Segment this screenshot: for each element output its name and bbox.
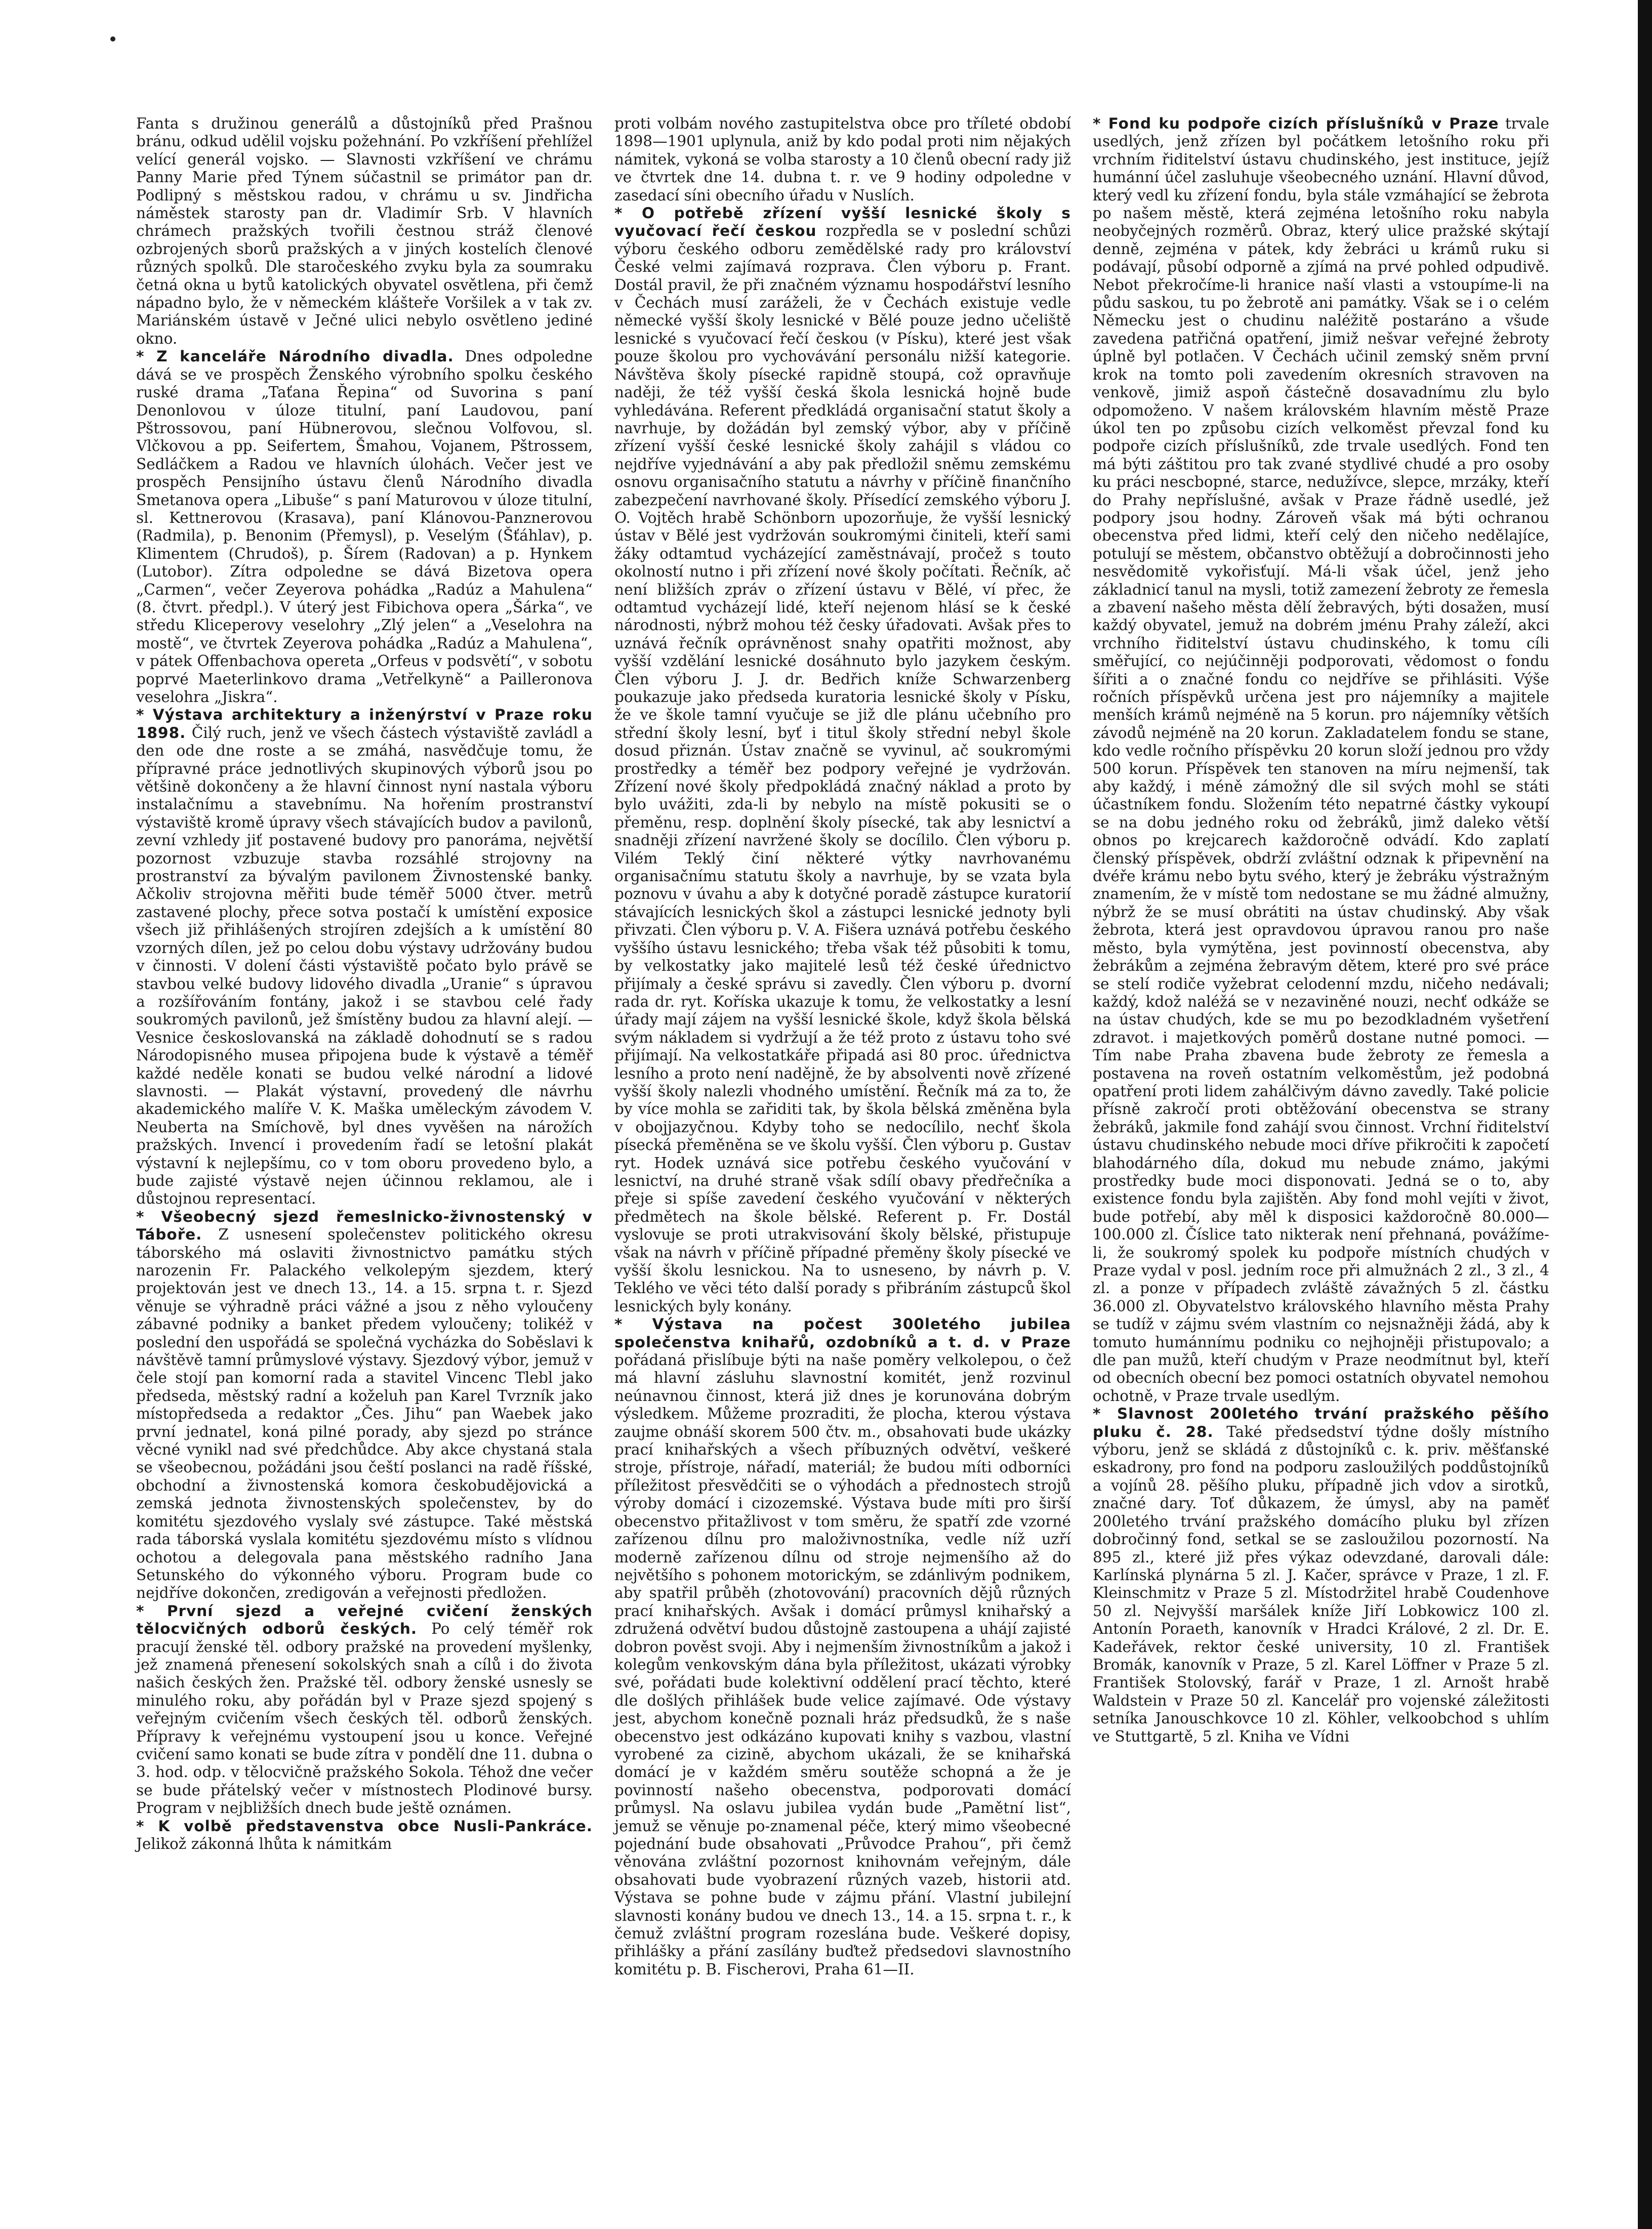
column-2 <box>607 109 1078 2189</box>
article-text: trvale usedlých, jenž zřízen byl počátkem letošního roku při vrchním řiditelství ústavu chudinského, jest instituce, jejíž humánní účel zasluhuje všeobecného uznání. Hlavní důvod, který vedl ku zřízení fondu, byla stále vzmáhající se žebrota po našem městě, která zejména letošního roku nabyla neobyčejných rozměrů. Obraz, který ulice pražské skýtají denně, zejména v pátek, kdy žebráci u krámů ruku si podávají, působí odporně a zjímá na prvé pohled odpudivě. Nebot překročíme-li hranice naší vlasti a vstoupíme-li na půdu saskou, tu po žebrotě ani památky. Však se i o celém Německu jest o chudinu naléžitě postaráno a všude zavedena patřičná opatření, jimiž nešvar veřejné žebroty úplně byl potlačen. V Čechách učinil zemský sněm první krok na tomto poli zavedením okresních stravoven na venkově, jimiž aspoň částečně dosavadnímu zlu bylo odpomoženo. V našem královském hlavním městě Praze úkol ten po způsobu cizích velkoměst převzal fond ku podpoře cizích příslušníků, zde trvale usedlých. Fond ten má býti záštitou pro tak zvané stydlivé chudé a pro osoby ku práci nescbopné, starce, nedužívce, slepce, mrzáky, kteří do Prahy nepříslušné, avšak v Praze řádně usedlé, jež podpory jsou hodny. Zároveň však má býti ochranou obecenstva před lidmi, kteří celý den ničeho nedělajíce, potulují se městem, občanstvo obtěžují a dobročinnosti jeho nesvědomitě vykořisťují. Má-li však účel, jenž jeho základnicí tanul na mysli, totiž zamezení žebroty ze řemesla a zbavení našeho města dělí žebravých, býti dosažen, musí každý obyvatel, jemuž na dobrém jménu Prahy záleží, akci vrchního řiditelství ústavu chudinského, k tomu cíli směřující, co nejúčinněji podporovati, vědomost o fondu šířiti a o značné fondu co nejdříve se přihlásiti. Výše ročních příspěvků určena jest pro nájemníky a majitele menších krámů nejméně na 5 korun. pro nájemníky větších závodů nejméně na 20 korun. Zakladatelem fondu se stane, kdo vedle ročního příspěvku 20 korun složí jednou pro vždy 500 korun. Příspěvek ten stanoven na míru nejmenší, tak aby každý, i méně zámožný dle sil svých mohl se státi účastníkem fondu. Složením této nepatrné částky vykoupí se na dobu jedného roku od žebráků, jimž daleko větší obnos po krejcarech každoročně odvádí. Kdo zaplatí členský příspěvek, obdrží zvláštní odznak k připevnění na dvéře krámu nebo bytu svého, který je žebráku výstražným znamením, že v místě tom nedostane se mu žádné almužny, nýbrž že se musí obrátiti na ústav chudinský. Aby však žebrota, která jest opravdovou úpravou ranou pro naše město, byla vymýtěna, jest povinností obecenstva, aby žebrákům a zejména žebravým dětem, které pro své práce se stelí rodiče vyžebrat celodenní mzdu, ničeho nedávali; každý, kdož naléžá se v nezaviněné nouzi, nechť odkáže se na ústav chudých, kde se mu po bezodkladném vyšetření zdravot. i majetkových poměrů dostane nutné pomoci. — Tím nabe Praha zbavena bude žebroty ze řemesla a postavena na roveň ostatním velkoměstům, jež podobná opatření proti lidem zahálčivým dávno zavedly. Také policie přísně zakročí proti obtěžování obecenstva se strany žebráků, jakmile fond zahájí svou činnost. Vrchní řiditelství ústavu chudinského nebude moci dříve přikročiti k započetí blahodárného díla, dokud mu nebude známo, jakými prostředky bude moci disponovati. Jedná se o to, aby existence fondu byla zajištěn. Aby fond mohl vejíti v život, bude potřebí, aby měl k disposici každoročně 80.000—100.000 zl. Číslice tato nikterak není přehnaná, povážíme-li, že soukromý spolek ku podpoře místních chudých v Praze vydal v posl. jedním roce při almužnách 2 zl., 3 zl., 4 zl. a ponze v případech zvláště závažných 5 zl. částku 36.000 zl. Obyvatelstvo královského hlavního města Prahy se tudíž v zájmu svém vlastním co nejsnažněji žádá, aby k tomuto humánnímu podniku co nejhojněji přistupovalo; a dle pan mužů, kteří chudým v Praze neodmítnut byl, kteří od obecních obecní bez pomoci ostatních obyvatel nemohou ochotně, v Praze trvale usedlým. <box>1093 115 1549 1405</box>
article-text: Dnes odpoledne dává se ve prospěch Ženského výrobního spolku českého ruské drama „Taťana Řepina“ od Suvorina s paní Denonlovou v úloze titulní, paní Laudovou, paní Pštrossovou, paní Hübnerovou, slečnou Volfovou, sl. Vlčkovou a pp. Seifertem, Šmahou, Vojanem, Pštrossem, Sedláčkem a Radou ve hlavních úlohách. Večer jest ve prospěch Pensijního ústavu členů Národního divadla Smetanova opera „Libuše“ s paní Maturovou v úloze titulní, sl. Kettnerovou (Krasava), paní Klánovou-Panznerovou (Radmila), p. Benonim (Přemysl), p. Veselým (Šťáhlav), p. Klimentem (Chrudoš), p. Šírem (Radovan) a p. Hynkem (Lutobor). Zítra odpoledne se dává Bizetova opera „Carmen“, večer Zeyerova pohádka „Radúz a Mahulena“ (8. čtvrt. předpl.). V úterý jest Fibichova opera „Šárka“, ve středu Kliceperovy veselohry „Zlý jelen“ a „Veselohra na mostě“, ve čtvrtek Zeyerova pohádka „Radúz a Mahulena“, v pátek Offenbachova opereta „Orfeus v podsvětí“, v sobotu poprvé Maeterlinkovo drama „Vetřelkyně“ a Pailleronova veselohra „Jiskra“. <box>136 348 593 706</box>
article-headline: * Všeobecný sjezd řemeslnicko-živnostenský v Táboře. <box>136 1208 593 1244</box>
article-headline: * Slavnost 200letého trvání pražského pěšího pluku č. 28. <box>1093 1405 1549 1440</box>
column-3 <box>1086 109 1556 2189</box>
article-paragraph <box>136 1208 593 1602</box>
article-headline: * O potřebě zřízení vyšší lesnické školy s vyučovací řečí českou <box>614 204 1071 240</box>
scan-speck <box>110 36 115 42</box>
article-headline: * Výstava na počest 300letého jubilea společenstva knihařů, ozdobníků a t. d. v Praze <box>614 1315 1071 1351</box>
article-paragraph <box>136 1602 593 1818</box>
article-text: pořádaná přislíbuje býti na naše poměry velkolepou, o čež má hlavní zásluhu slavnostní komitét, jenž rozvinul neúnavnou činnost, která již dnes je korunována dobrým výsledkem. Můžeme prozraditi, že plocha, kterou výstava zaujme obnáší skorem 500 čtv. m., obsahovati bude ukázky prací knihařských a všech příbuzných odvětví, veškeré stroje, přístroje, nářadí, materiál; že budou míti odborníci příležitost přesvědčiti se o výhodách a přednostech strojů výroby domácí i cizozemské. Výstava bude míti pro širší obecenstvo přitažlivost v tom směru, že spatří zde vzorné zařízenou dílnu pro maloživnostníka, vedle níž uzří moderně zařízenou dílnu od stroje nejmenšího až do největšího s pohonem motorickým, se zdánlivým podnikem, aby spatřil průběh (zhotovování) pracovních dějů různých prací knihařských. Avšak i domácí průmysl knihařský a združená odvětví budou důstojně zastoupena a uhájí zajisté dobron pověst svoji. Aby i nejmenším živnostníkům a jakož i kolegům venkovským dána byla příležitost, ukázati výrobky své, pořádati bude kolektivní oddělení prací těchto, které dle došlých přihlášek bude velice zajímavé. Ode výstavy jest, abychom konečně poznali hráz předsudků, že s naše obecenstvo jest odkázáno kupovati knihy s vazbou, vlastní vyrobené za cizině, abychom ukázali, že se knihařská domácí je v každém směru soutěže schopná a že je povinností našeho obecenstva, podporovati domácí průmysl. Na oslavu jubilea vydán bude „Pamětní list“, jemuž se věnuje po-znamenal péče, který mimo všeobecné pojednání bude obsahovati „Průvodce Prahou“, při čemž věnována zvláštní pozornost knihovnám veřejným, dále obsahovati bude vyobrazení různých vazeb, historii atd. Výstava se pohne bude v zájmu přání. Vlastní jubilejní slavnosti konány budou ve dnech 13., 14. a 15. srpna t. r., k čemuž zvláštní program rozeslána bude. Veškeré dopisy, přihlášky a přání zasílány buďtež předsedovi slavnostního komitétu p. B. Fischerovi, Praha 61—II. <box>614 1351 1071 1978</box>
article-text: rozpředla se v poslední schůzi výboru českého odboru zemědělské rady pro království České velmi zajímavá rozprava. Člen výboru p. Frant. Dostál pravil, že při značném významu hospodářství lesního v Čechách musí zaráželi, že v Čechách existuje vedle německé vyšší školy lesnické v Bělé pouze jedno učeliště lesnické s vyučovací řečí českou (v Písku), které jest však pouze školou pro vychovávání personálu nižší kategorie. Návštěva školy písecké rapidně stoupá, což opravňuje naději, že též vyšší česká škola lesnická hojně bude vyhledávána. Referent předkládá organisační statut školy a navrhuje, by dožádán byl zemský výbor, aby v příčině zřízení vyšší české lesnické školy zahájil s vládou co nejdříve vyjednávání a aby pak předložil sněmu zemskému osnovu organisačního statutu a návrhy v příčině finančního zabezpečení navrhované školy. Přísedící zemského výboru J. O. Vojtěch hrabě Schönborn upozorňuje, že vyšší lesnický ústav v Bělé jest vydržován soukromými činiteli, kteří sami žáky odtamtud vycházející zaměstnávají, pročež s touto okolností nutno i při zřízení nové školy počítati. Řečník, ač není bližších zpráv o zřízení ústavu v Bělé, ví přec, že odtamtud vycházejí lidé, kteří nejenom hlásí se k české národnosti, nýbrž mohou též česky úřadovati. Avšak přes to uznává řečník oprávněnost snahy opatřiti možnost, aby vyšší vzdělání lesnické dosáhnuto bylo jazykem českým. Člen výboru J. J. dr. Bedřich kníže Schwarzenberg poukazuje jako předseda kuratoria lesnické školy v Písku, že ve škole tamní vyučuje se již dle plánu učebního pro střední školy lesní, byť i titul školy střední nebyl škole dosud přiznán. Ústav značně se vyvinul, ač soukromými prostředky a téměř bez podpory veřejné je vydržován. Zřízení nové školy předpokládá značný náklad a proto by bylo uvážiti, zda-li by nebylo na místě pokusiti se o přeměnu, resp. doplnění školy písecké, tak aby lesnictví a snadněji zřízení navržené školy se docílilo. Člen výboru p. Vilém Teklý činí některé výtky navrhovanému organisačnímu statutu školy a navrhuje, by se vzata byla poznovu v úvahu a aby k dotyčné poradě zástupce kuratorií stávajících lesnických škol a zástupci lesnické jednoty byli přivzati. Člen výboru p. V. A. Fišera uznává potřebu českého vyššího ústavu lesnického; třeba však též působiti k tomu, by velkostatky jako majitelé lesů též české úřednictvo přijímaly a české správu si zavedly. Člen výboru p. dvorní rada dr. ryt. Koříska ukazuje k tomu, že velkostatky a lesní úřady mají zájem na vyšší lesnické škole, když škola bělská svým nákladem si vydržují a že též proto z ústavu toho své přijímají. Na velkostatkáře připadá asi 80 proc. úřednictva lesního a proto není nadějně, že by absolventi nově zřízené vyšší školy nalezli vhodného umístění. Řečník má za to, že by více mohla se zařiditi tak, by škola bělská změněna byla v obojjazyčnou. Kdyby toho se nedocílilo, nechť škola písecká přeměněna se ve školu vyšší. Člen výboru p. Gustav ryt. Hodek uznává sice potřebu českého vyučování v lesnictví, na druhé straně však sdílí obavy předřečníka a přeje si spíše zavedení českého vyučování v některých předmětech na škole bělské. Referent p. Fr. Dostál vyslovuje se proti utrakvisování školy bělské, přistupuje však na návrh v příčině případné přeměny školy písecké ve vyšší školu lesnickou. Na to usneseno, by návrh p. V. Teklého ve věci této další porady s přibráním zástupců škol lesnických byly konány. <box>614 222 1071 1315</box>
scan-edge-shadow <box>1638 0 1652 2229</box>
article-text: Fanta s družinou generálů a důstojníků před Prašnou bránu, odkud udělil vojsku požehnání. Po vzkříšení přehlížel velící generál vojsko. — Slavnosti vzkříšení ve chrámu Panny Marie před Týnem súčastnil se primátor pan dr. Podlipný s městskou radou, v chrámu u sv. Jindřicha náměstek starosty pan dr. Vladimír Srb. V hlavních chrámech pražských tvořili čestnou stráž členové ozbrojených sborů pražských a v jiných kostelích členové různých spolků. Dle staročeského zvyku byla za soumraku četná okna u bytů katolických obyvatel osvětlena, při čemž nápadno bylo, že v německém klášteře Voršilek a v tak zv. Mariánském ústavě v Ječné ulici nebylo osvětleno jediné okno. <box>136 115 593 347</box>
article-paragraph <box>136 348 593 706</box>
article-paragraph <box>1093 1405 1549 1746</box>
article-paragraph <box>136 706 593 1208</box>
article-headline: * První sjezd a veřejné cvičení ženských tělocvičných odborů českých. <box>136 1602 593 1638</box>
article-paragraph <box>1093 115 1549 1405</box>
article-text: Z usnesení společenstev politického okresu táborského má oslaviti živnostnictvo památku stých narozenin Fr. Palackého velkolepým sjezdem, který projektován jest ve dnech 13., 14. a 15. srpna t. r. Sjezd věnuje se výhradně práci vážné a jsou z něho vyloučeny zábavné podniky a banket předem vyloučeny; tolikéž v poslední den uspořádá se společná vycházka do Soběslavi k návštěvě tamní průmyslové výstavy. Sjezdový výbor, jemuž v čele stojí pan komorní rada a stavitel Vincenc Tlebl jako předseda, městský radní a koželuh pan Karel Tvrzník jako místopředseda a redaktor „Čes. Jihu“ pan Waebek jako první jednatel, koná pilné porady, aby sjezd po stránce věcné vynikl nad své předchůdce. Aby akce chystaná stala se všeobecnou, požádáni jsou čeští poslanci na radě říšské, obchodní a živnostenská komora českobudějovická a zemská jednota živnostenských společenstev, by do komitétu sjezdového vyslaly své zástupce. Také městská rada táborská vyslala komitétu sjezdovému místo s vlídnou ochotou a delegovala pana městského radního Jana Setunského do výkonného výboru. Program bude co nejdříve dokončen, zredigován a veřejnosti předložen. <box>136 1226 593 1602</box>
article-text: Čilý ruch, jenž ve všech částech výstaviště zavládl a den ode dne roste a se zmáhá, nasvědčuje tomu, že přípravné práce jednotlivých skupinových výborů jsou po většině dokončeny a že hlavní činnost nyní nastala výboru instalačnímu a stavebnímu. Na hořením prostranství výstaviště kromě úpravy všech stávajících budov a pavilonů, zevní vzhledy jiť postavené budovy pro panoráma, největší pozornost vzbuzuje stavba rozsáhlé strojovny na prostranství za bývalým pavilonem Živnostenské banky. Ačkoliv strojovna měřiti bude téměř 5000 čtver. metrů zastavené plochy, přece sotva postačí k umístění exposice všech již přihlášených strojíren zdejších a k umístění 80 vzorných dílen, jež po celou dobu výstavy udržovány budou v činnosti. V dolení části výstaviště počato bylo právě se stavbou velké budovy lidového divadla „Uranie“ s úpravou a rozšířováním fontány, jakož i se stavbou celé řady soukromých pavilonů, jež šmístěny budou za hlavní alejí. — Vesnice českoslovanská na základě dohodnutí se s radou Národopisného musea připojena bude k výstavě a téměř každé neděle konati se budou velké národní a lidové slavnosti. — Plakát výstavní, provedený dle návrhu akademického malíře V. K. Maška uměleckým závodem V. Neuberta na Smíchově, byl dnes vyvěšen na nárožích pražských. Invencí i provedením řadí se letošní plakát výstavní k nejlepšímu, co v tom oboru provedeno bylo, a bude zajisté výstavě nejen účinnou reklamou, ale i důstojnou representací. <box>136 724 593 1208</box>
article-text: Také předsedství týdne došly místního výboru, jenž se skládá z důstojníků c. k. priv. měšťanské eskadrony, pro fond na podporu zasloužilých poddůstojníků a vojínů 28. pěšího pluku, případně jich vdov a sirotků, značné dary. Toť důkazem, že úmysl, aby na paměť 200letého trvání pražského domácího pluku byl zřízen dobročinný fond, setkal se se zasloužilou pozorností. Na 895 zl., které již přes výkaz odevzdané, darovali dále: Karlínská plynárna 5 zl. J. Kačer, správce v Praze, 1 zl. F. Kleinschmitz v Praze 5 zl. Místodržitel hrabě Coudenhove 50 zl. Nejvyšší maršálek kníže Jiří Lobkowicz 100 zl. Antonín Poraeth, kanovník v Hradci Králové, 2 zl. Dr. E. Kadeřávek, rektor české university, 10 zl. František Bromák, kanovník v Praze, 5 zl. Karel Löffner v Praze 5 zl. František Stolovský, farář v Praze, 1 zl. Arnošt hrabě Waldstein v Praze 50 zl. Kancelář pro vojenské záležitosti setníka Janouschkovce 10 zl. Köhler, velkoobchod s uhlím ve Stuttgartě, 5 zl. Kniha ve Vídni <box>1093 1423 1549 1745</box>
article-paragraph <box>614 204 1071 1315</box>
article-paragraph <box>614 1315 1071 1978</box>
column-1 <box>129 109 600 2189</box>
article-headline: * Fond ku podpoře cizích příslušníků v Praze <box>1093 115 1499 132</box>
article-headline: * Z kanceláře Národního divadla. <box>136 348 454 365</box>
article-headline: * K volbě představenstva obce Nusli-Pankráce. <box>136 1817 593 1835</box>
article-text: proti volbám nového zastupitelstva obce pro tříleté období 1898—1901 uplynula, aniž by kdo podal proti nim nějakých námitek, vykoná se volba starosty a 10 členů obecní rady již ve čtvrtek dne 14. dubna t. r. ve 9 hodiny odpoledne v zasedací síni obecního úřadu v Nuslích. <box>614 115 1071 204</box>
newspaper-page <box>129 109 1556 2189</box>
article-paragraph <box>136 115 593 348</box>
article-text: Jelikož zákonná lhůta k námitkám <box>136 1835 392 1852</box>
article-headline: * Výstava architektury a inženýrství v Praze roku 1898. <box>136 706 593 741</box>
article-paragraph <box>614 115 1071 204</box>
article-text: Po celý téměř rok pracují ženské těl. odbory pražské na provedení myšlenky, jež znamená přenesení sokolských snah a cílů i do života našich českých žen. Pražské těl. odbory ženské usnesly se minulého roku, aby pořádán byl v Praze sjezd spojený s veřejným cvičením všech českých těl. odborů ženských. Přípravy k veřejnému vystoupení jsou u konce. Veřejné cvičení samo konati se bude zítra v pondělí dne 11. dubna o 3. hod. odp. v tělocvičně pražského Sokola. Téhož dne večer se bude přátelský večer v místnostech Plodinové bursy. Program v nejbližších dnech bude ještě oznámen. <box>136 1620 593 1817</box>
article-paragraph <box>136 1818 593 1853</box>
